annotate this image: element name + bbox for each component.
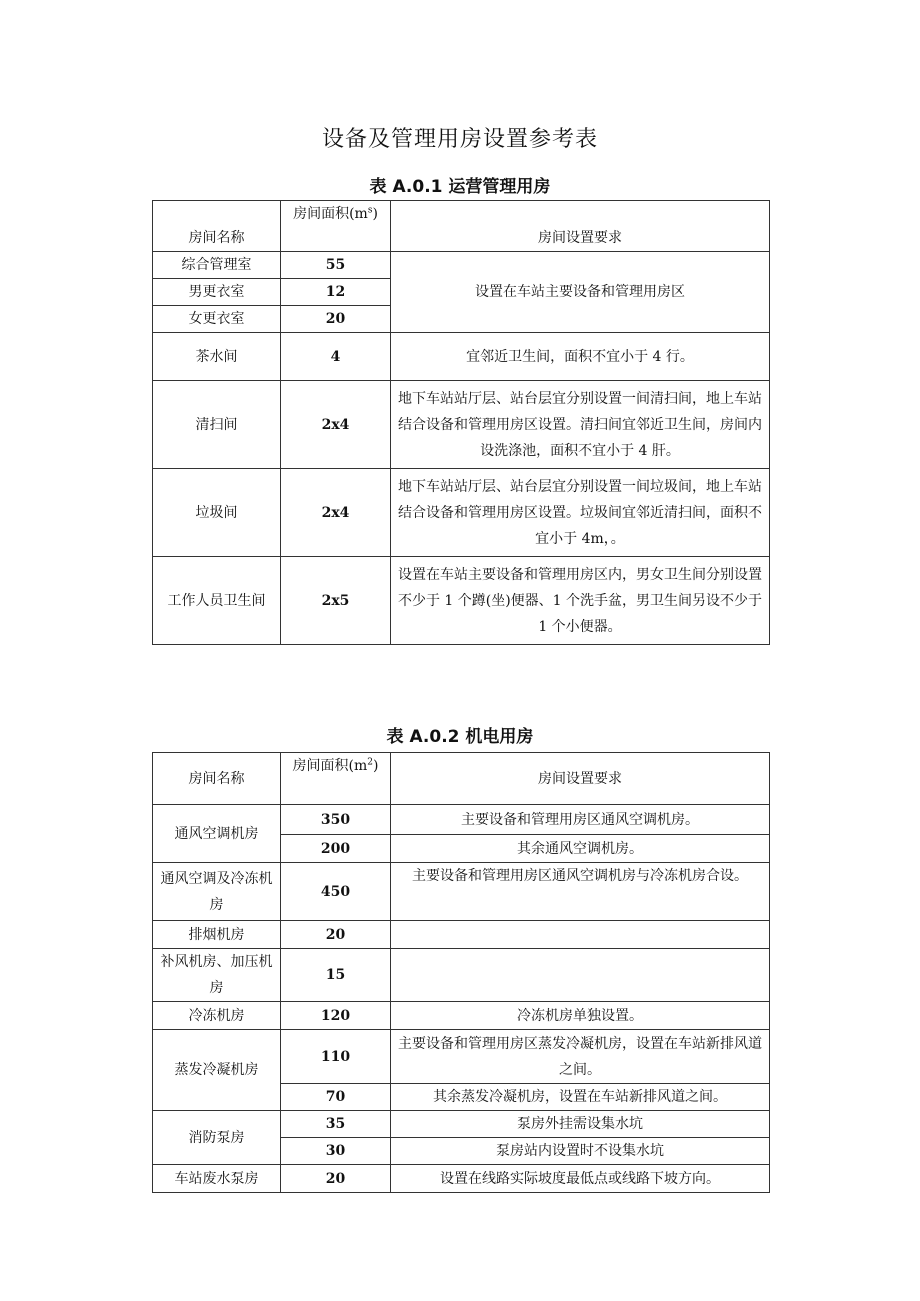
- room-requirement: 宜邻近卫生间，面积不宜小于 4 行。: [391, 333, 770, 381]
- table-mep-rooms: [152, 752, 770, 1193]
- room-name: 清扫间: [153, 381, 281, 469]
- room-name: 垃圾间: [153, 469, 281, 557]
- room-requirement: 冷冻机房单独设置。: [391, 1002, 770, 1030]
- room-requirement: [391, 949, 770, 1002]
- room-requirement: 设置在线路实际坡度最低点或线路下坡方向。: [391, 1165, 770, 1193]
- room-requirement: 地下车站站厅层、站台层宜分别设置一间清扫间，地上车站结合设备和管理用房区设置。清扫间宜邻近卫生间，房间内设洗涤池，面积不宜小于 4 肝。: [391, 381, 770, 469]
- room-name: 车站废水泵房: [153, 1165, 281, 1193]
- header-room-name: 房间名称: [153, 753, 281, 805]
- room-requirement: 泵房外挂需设集水坑: [391, 1111, 770, 1138]
- table-header-row: [153, 201, 770, 252]
- table-row: [153, 863, 770, 921]
- header-area-unit-sup: s: [367, 205, 373, 216]
- room-area: 2x4: [281, 381, 391, 469]
- room-name: 通风空调机房: [153, 805, 281, 863]
- room-area: 2x5: [281, 557, 391, 645]
- room-area: 55: [281, 252, 391, 279]
- table-row: [153, 557, 770, 645]
- room-name: 综合管理室: [153, 252, 281, 279]
- room-requirement: 设置在车站主要设备和管理用房区内，男女卫生间分别设置不少于 1 个蹲(坐)便器、1 个洗手盆，男卫生间另设不少于 1 个小便器。: [391, 557, 770, 645]
- table-row: [153, 1030, 770, 1084]
- room-name: 通风空调及冷冻机房: [153, 863, 281, 921]
- header-area-close: ): [372, 206, 378, 222]
- room-area: 15: [281, 949, 391, 1002]
- room-area: 12: [281, 279, 391, 306]
- room-area: 30: [281, 1138, 391, 1165]
- room-area: 110: [281, 1030, 391, 1084]
- room-area: 20: [281, 1165, 391, 1193]
- table-operations-rooms: [152, 200, 770, 645]
- table-row: [153, 1165, 770, 1193]
- room-area: 2x4: [281, 469, 391, 557]
- header-area-label: 房间面积(m: [293, 206, 368, 222]
- room-requirement: 其余蒸发冷凝机房，设置在车站新排风道之间。: [391, 1084, 770, 1111]
- room-name: 排烟机房: [153, 921, 281, 949]
- table-header-row: [153, 753, 770, 805]
- header-area-unit-sup: 2: [367, 757, 373, 768]
- table-row: [153, 1111, 770, 1138]
- room-name: 蒸发冷凝机房: [153, 1030, 281, 1111]
- header-room-requirement: 房间设置要求: [391, 201, 770, 252]
- room-name: 消防泵房: [153, 1111, 281, 1165]
- room-requirement: 地下车站站厅层、站台层宜分别设置一间垃圾间，地上车站结合设备和管理用房区设置。垃圾间宜邻近清扫间，面积不宜小于 4m，。: [391, 469, 770, 557]
- table-row: [153, 1002, 770, 1030]
- room-area: 4: [281, 333, 391, 381]
- room-area: 450: [281, 863, 391, 921]
- room-area: 20: [281, 306, 391, 333]
- table-row: [153, 381, 770, 469]
- room-name: 工作人员卫生间: [153, 557, 281, 645]
- room-requirement-shared: 设置在车站主要设备和管理用房区: [391, 252, 770, 333]
- table-row: [153, 949, 770, 1002]
- room-name: 冷冻机房: [153, 1002, 281, 1030]
- room-name: 女更衣室: [153, 306, 281, 333]
- table2-title: 表 A.0.2 机电用房: [386, 727, 534, 747]
- room-requirement: 主要设备和管理用房区蒸发冷凝机房，设置在车站新排风道之间。: [391, 1030, 770, 1084]
- room-area: 20: [281, 921, 391, 949]
- table1-title: 表 A.0.1 运营管理用房: [369, 177, 551, 197]
- header-area-label: 房间面积(m: [292, 758, 368, 774]
- room-requirement: 主要设备和管理用房区通风空调机房。: [391, 805, 770, 835]
- header-room-area: [281, 753, 391, 805]
- room-name: 男更衣室: [153, 279, 281, 306]
- header-room-requirement: 房间设置要求: [391, 753, 770, 805]
- document-title: 设备及管理用房设置参考表: [321, 127, 598, 152]
- room-area: 120: [281, 1002, 391, 1030]
- room-name: 茶水间: [153, 333, 281, 381]
- room-area: 350: [281, 805, 391, 835]
- table-row: [153, 252, 770, 279]
- header-room-area: [281, 201, 391, 252]
- room-area: 70: [281, 1084, 391, 1111]
- room-requirement: 其余通风空调机房。: [391, 835, 770, 863]
- header-area-close: ): [373, 758, 379, 774]
- room-requirement: 泵房站内设置时不设集水坑: [391, 1138, 770, 1165]
- room-area: 200: [281, 835, 391, 863]
- room-requirement: 主要设备和管理用房区通风空调机房与冷冻机房合设。: [391, 863, 770, 921]
- room-requirement: [391, 921, 770, 949]
- room-area: 35: [281, 1111, 391, 1138]
- table-row: [153, 805, 770, 835]
- header-room-name: 房间名称: [153, 201, 281, 252]
- table-row: [153, 333, 770, 381]
- room-name: 补风机房、加压机房: [153, 949, 281, 1002]
- table-row: [153, 921, 770, 949]
- table-row: [153, 469, 770, 557]
